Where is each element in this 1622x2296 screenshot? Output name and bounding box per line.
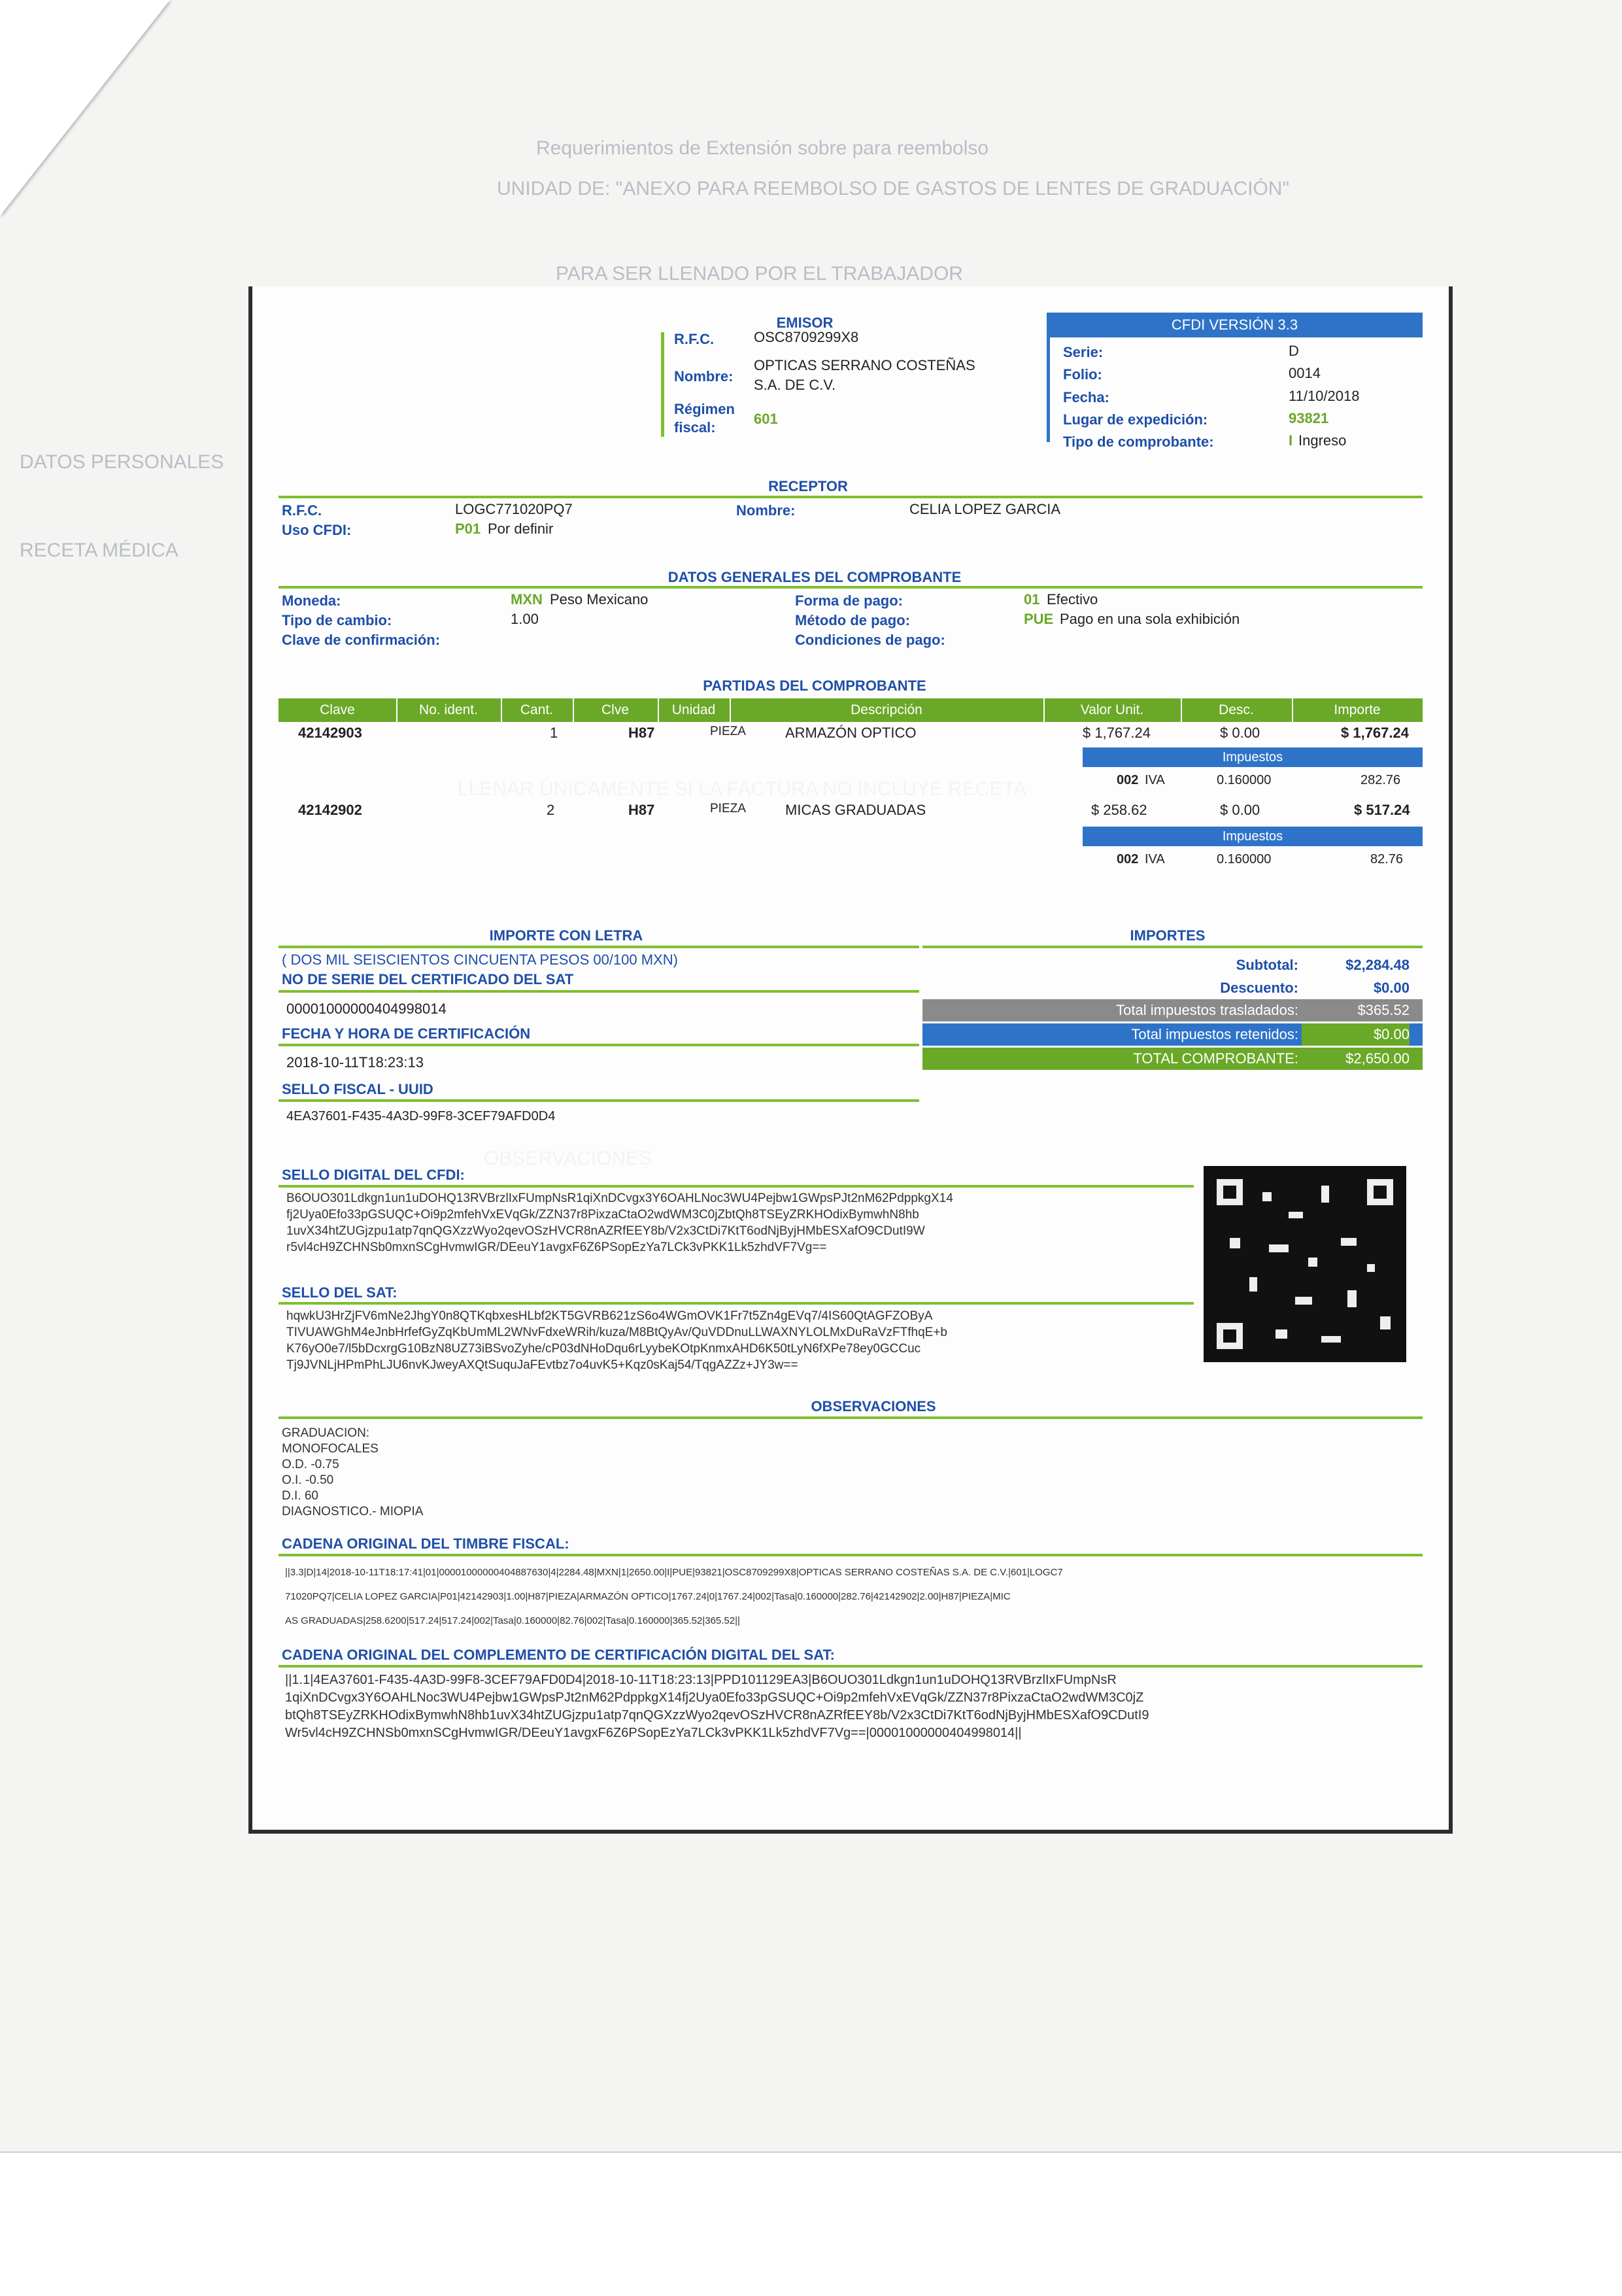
observaciones-title: OBSERVACIONES bbox=[811, 1398, 936, 1414]
cadena-timbre-line: AS GRADUADAS|258.6200|517.24|517.24|002|Tasa|0.160000|82.76|002|Tasa|0.160000|365.52|365.52|| bbox=[285, 1615, 740, 1626]
cadena-sat-block bbox=[285, 1671, 1419, 1742]
cadena-timbre-rule bbox=[279, 1554, 1423, 1556]
th-cant: Cant. bbox=[501, 698, 574, 722]
emisor-regimen-label: Régimen bbox=[674, 401, 735, 417]
cfdi-accent bbox=[1047, 337, 1050, 442]
cfdi-version-bar: CFDI VERSIÓN 3.3 bbox=[1047, 313, 1423, 337]
cadena-timbre-title: CADENA ORIGINAL DEL TIMBRE FISCAL: bbox=[282, 1535, 569, 1552]
datos-generales-title: DATOS GENERALES DEL COMPROBANTE bbox=[667, 569, 962, 585]
moneda-value: Peso Mexicano bbox=[550, 591, 649, 608]
emisor-accent bbox=[661, 332, 664, 437]
receptor-rule bbox=[279, 496, 1423, 498]
th-desc: Desc. bbox=[1181, 698, 1293, 722]
partidas-header-row bbox=[279, 698, 1423, 722]
item-valor-unit: $ 258.62 bbox=[1091, 802, 1147, 818]
sello-sat-line: hqwkU3HrZjFV6mNe2JhgY0n8QTKqbxesHLbf2KT5GVRB621zS6o4WGmOVK1Fr7t5Zn4gEVq7/4IS60QtAGFZOByA bbox=[286, 1309, 933, 1323]
receptor-rfc-label: R.F.C. bbox=[282, 502, 322, 519]
sello-sat-line: TIVUAWGhM4eJnbHrfefGyZqKbUmML2WNvFdxeWRih/kuza/M8BtQyAv/QuVDDnuLLWAXNYLOLMxDuRaVzFTfhqE+b bbox=[286, 1326, 947, 1339]
sello-cfdi-line: 1uvX34htZUGjzpu1atp7qnQGXzzWyo2qevOSzHVCR8nAZRfEEY8b/V2x3CtDi7KtT6odNjByjHMbESXafO9CDutI9W bbox=[286, 1224, 925, 1238]
lugar-value: 93821 bbox=[1289, 410, 1329, 426]
retenidos-label: Total impuestos retenidos: bbox=[1131, 1026, 1298, 1042]
certificado-value: 00001000000404998014 bbox=[286, 1001, 447, 1017]
th-clave: Clave bbox=[279, 698, 397, 722]
metodo-pago-code: PUE bbox=[1024, 611, 1054, 627]
observaciones-rule bbox=[279, 1416, 1423, 1419]
emisor-regimen-label-2: fiscal: bbox=[674, 419, 716, 436]
receptor-title: RECEPTOR bbox=[768, 478, 848, 494]
cadena-timbre-line: ||3.3|D|14|2018-10-11T18:17:41|01|00001000000404887630|4|2284.48|MXN|1|2650.00|I|PUE|93821|OSC8709299X8|OPTICAS SERRANO COSTEÑAS S.A. DE C.V.|601|LOGC7 bbox=[285, 1567, 1063, 1578]
item-unidad: PIEZA bbox=[710, 802, 746, 815]
certificacion-title: FECHA Y HORA DE CERTIFICACIÓN bbox=[282, 1025, 531, 1042]
observacion-line: O.I. -0.50 bbox=[282, 1473, 334, 1487]
forma-pago-code: 01 bbox=[1024, 591, 1040, 608]
item-unidad: PIEZA bbox=[710, 725, 746, 738]
sello-sat-title: SELLO DEL SAT: bbox=[282, 1284, 397, 1301]
certificado-rule bbox=[279, 990, 919, 993]
ghost-text-1: Requerimientos de Extensión sobre para reembolso bbox=[536, 137, 989, 159]
observacion-line: O.D. -0.75 bbox=[282, 1458, 339, 1471]
folio-value: 0014 bbox=[1289, 365, 1321, 381]
item-descripcion: MICAS GRADUADAS bbox=[785, 802, 926, 818]
trasladados-bar bbox=[922, 999, 1423, 1021]
observacion-line: GRADUACION: bbox=[282, 1426, 370, 1440]
cadena-sat-line: Wr5vl4cH9ZCHNSb0mxnSCgHvmwIGR/DEeuY1avgxF6Z6PSopEzYa7LCk3vPKK1Lk5zhdVF7Vg==|00001000000404998014|| bbox=[285, 1726, 1022, 1740]
descuento-value: $0.00 bbox=[1373, 980, 1410, 996]
cadena-sat-line: btQh8TSEyZRKHOdixBymwhN8hb1uvX34htZUGjzpu1atp7qnQGXzzWyo2qevOSzHVCR8nAZRfEEY8b/V2x3CtDi7KtT6odNjByjHMbESXafO9CDutI9 bbox=[285, 1708, 1149, 1722]
datos-generales-rule bbox=[279, 586, 1423, 589]
sello-cfdi-line: r5vl4cH9ZCHNSb0mxnSCgHvmwIGR/DEeuY1avgxF6Z6PSopEzYa7LCk3vPKK1Lk5zhdVF7Vg== bbox=[286, 1241, 827, 1254]
lugar-label: Lugar de expedición: bbox=[1063, 411, 1208, 428]
item-cant: 2 bbox=[547, 802, 555, 818]
th-descripcion: Descripción bbox=[730, 698, 1045, 722]
emisor-nombre-2: S.A. DE C.V. bbox=[754, 377, 836, 393]
sello-cfdi-line: fj2Uya0Efo33pGSUQC+Oi9p2mfehVxEVqGk/ZZN37r8PixzaCtaO2wdWM3C0jZbtQh8TSEyZRKHOdixBymwhN8hb bbox=[286, 1208, 919, 1222]
cadena-sat-line: 1qiXnDCvgx3Y6OAHLNoc3WU4Pejbw1GWpsPJt2nM62PdppkgX14fj2Uya0Efo33pGSUQC+Oi9p2mfehVxEVqGk/ZZN37r8PixzaCtaO2wdWM3C0jZ bbox=[285, 1690, 1144, 1705]
emisor-rfc: OSC8709299X8 bbox=[754, 329, 859, 345]
item-importe: $ 1,767.24 bbox=[1341, 725, 1409, 741]
ghost-text-3: PARA SER LLENADO POR EL TRABAJADOR bbox=[556, 263, 963, 284]
uuid-rule bbox=[279, 1099, 919, 1102]
retenidos-bar bbox=[922, 1023, 1423, 1046]
uuid-value: 4EA37601-F435-4A3D-99F8-3CEF79AFD0D4 bbox=[286, 1109, 556, 1123]
folded-corner bbox=[0, 0, 170, 216]
th-unidad: Unidad bbox=[658, 698, 731, 722]
fecha-value: 11/10/2018 bbox=[1289, 388, 1360, 404]
emisor-title: EMISOR bbox=[776, 315, 834, 331]
uso-cfdi-value: Por definir bbox=[488, 521, 554, 537]
total-bar bbox=[922, 1048, 1423, 1070]
cadena-timbre-block bbox=[285, 1560, 1419, 1633]
receptor-rfc: LOGC771020PQ7 bbox=[455, 501, 573, 517]
item-valor-unit: $ 1,767.24 bbox=[1083, 725, 1151, 741]
sello-sat-line: Tj9JVNLjHPmPhLJU6nvKJweyAXQtSuquJaFEvtbz7o4uvK5+Kqz0sKaj54/TqgAZZz+JY3w== bbox=[286, 1358, 798, 1372]
clave-confirmacion-label: Clave de confirmación: bbox=[282, 632, 441, 648]
tax-code: 002 bbox=[1117, 852, 1139, 866]
observacion-line: DIAGNOSTICO.- MIOPIA bbox=[282, 1505, 424, 1518]
item-importe: $ 517.24 bbox=[1354, 802, 1410, 818]
sello-sat-block bbox=[286, 1308, 1195, 1373]
th-clve: Clve bbox=[573, 698, 659, 722]
forma-pago-label: Forma de pago: bbox=[795, 592, 904, 609]
moneda-code: MXN bbox=[511, 591, 543, 608]
partidas-title: PARTIDAS DEL COMPROBANTE bbox=[703, 677, 926, 694]
total-label: TOTAL COMPROBANTE: bbox=[1133, 1050, 1298, 1067]
tipo-code: I bbox=[1289, 432, 1293, 449]
certificacion-value: 2018-10-11T18:23:13 bbox=[286, 1054, 424, 1071]
tax-rate: 0.160000 bbox=[1217, 773, 1272, 787]
subtotal-label: Subtotal: bbox=[1236, 957, 1298, 973]
serie-label: Serie: bbox=[1063, 344, 1104, 360]
tax-name: IVA bbox=[1145, 852, 1165, 866]
receptor-nombre-label: Nombre: bbox=[736, 502, 796, 519]
uso-cfdi-code: P01 bbox=[455, 521, 481, 537]
tax-code: 002 bbox=[1117, 773, 1139, 787]
qr-code bbox=[1204, 1166, 1406, 1362]
certificado-title: NO DE SERIE DEL CERTIFICADO DEL SAT bbox=[282, 971, 574, 987]
metodo-pago-value: Pago en una sola exhibición bbox=[1060, 611, 1240, 627]
total-value: $2,650.00 bbox=[1345, 1050, 1410, 1067]
trasladados-value: $365.52 bbox=[1357, 1002, 1410, 1018]
sello-cfdi-title: SELLO DIGITAL DEL CFDI: bbox=[282, 1167, 465, 1183]
th-no-ident: No. ident. bbox=[396, 698, 502, 722]
item-clave: 42142903 bbox=[298, 725, 362, 741]
sello-cfdi-line: B6OUO301Ldkgn1un1uDOHQ13RVBrzlIxFUmpNsR1qiXnDCvgx3Y6OAHLNoc3WU4Pejbw1GWpsPJt2nM62PdppkgX14 bbox=[286, 1191, 953, 1205]
importe-letra-title: IMPORTE CON LETRA bbox=[489, 927, 643, 944]
item-clve: H87 bbox=[628, 802, 655, 818]
ghost-text-2: UNIDAD DE: "ANEXO PARA REEMBOLSO DE GASTOS DE LENTES DE GRADUACIÓN" bbox=[497, 178, 1290, 199]
th-valor-unit: Valor Unit. bbox=[1043, 698, 1182, 722]
item-descripcion: ARMAZÓN OPTICO bbox=[785, 725, 917, 741]
observaciones-block bbox=[282, 1426, 423, 1520]
tax-rate: 0.160000 bbox=[1217, 852, 1272, 866]
emisor-nombre-label: Nombre: bbox=[674, 368, 734, 385]
emisor-rfc-label: R.F.C. bbox=[674, 331, 715, 347]
item-desc: $ 0.00 bbox=[1220, 802, 1260, 818]
importe-letra-text: ( DOS MIL SEISCIENTOS CINCUENTA PESOS 00/100 MXN) bbox=[282, 951, 678, 968]
tipo-label: Tipo de comprobante: bbox=[1063, 434, 1214, 450]
impuestos-bar: Impuestos bbox=[1083, 747, 1423, 767]
descuento-label: Descuento: bbox=[1220, 980, 1298, 996]
cadena-timbre-line: 71020PQ7|CELIA LOPEZ GARCIA|P01|42142903|1.00|H87|PIEZA|ARMAZÓN OPTICO|1767.24|0|1767.24|002|Tasa|0.160000|282.76|42142902|2.00|H87|PIEZA|MIC bbox=[285, 1591, 1011, 1602]
ghost-text-4: DATOS PERSONALES bbox=[20, 451, 224, 473]
observacion-line: D.I. 60 bbox=[282, 1489, 318, 1503]
moneda-label: Moneda: bbox=[282, 592, 341, 609]
retenidos-value: $0.00 bbox=[1302, 1023, 1410, 1046]
tax-amount: 282.76 bbox=[1360, 773, 1401, 787]
metodo-pago-label: Método de pago: bbox=[795, 612, 910, 628]
fecha-label: Fecha: bbox=[1063, 389, 1109, 405]
tipo-cambio-value: 1.00 bbox=[511, 611, 539, 627]
folio-label: Folio: bbox=[1063, 366, 1102, 383]
observacion-line: MONOFOCALES bbox=[282, 1442, 379, 1456]
importes-rule bbox=[922, 946, 1423, 948]
emisor-regimen: 601 bbox=[754, 411, 778, 427]
tipo-value: Ingreso bbox=[1298, 432, 1347, 449]
certificacion-rule bbox=[279, 1044, 919, 1046]
item-desc: $ 0.00 bbox=[1220, 725, 1260, 741]
importes-title: IMPORTES bbox=[1130, 927, 1206, 944]
invoice-page bbox=[248, 286, 1453, 1834]
sello-sat-rule bbox=[279, 1302, 1194, 1305]
sello-cfdi-block bbox=[286, 1190, 1195, 1256]
sello-cfdi-rule bbox=[279, 1185, 1194, 1188]
item-cant: 1 bbox=[550, 725, 558, 741]
tipo-cambio-label: Tipo de cambio: bbox=[282, 612, 392, 628]
scanner-bed bbox=[0, 2151, 1622, 2296]
cadena-sat-line: ||1.1|4EA37601-F435-4A3D-99F8-3CEF79AFD0D4|2018-10-11T18:23:13|PPD101129EA3|B6OUO301Ldkgn1un1uDOHQ13RVBrzlIxFUmpNsR bbox=[285, 1673, 1117, 1687]
tax-amount: 82.76 bbox=[1370, 852, 1404, 866]
item-clave: 42142902 bbox=[298, 802, 362, 818]
forma-pago-value: Efectivo bbox=[1047, 591, 1098, 608]
uso-cfdi-label: Uso CFDI: bbox=[282, 522, 352, 538]
impuestos-bar: Impuestos bbox=[1083, 827, 1423, 846]
serie-value: D bbox=[1289, 343, 1299, 359]
item-clve: H87 bbox=[628, 725, 655, 741]
receptor-nombre: CELIA LOPEZ GARCIA bbox=[909, 501, 1061, 517]
trasladados-label: Total impuestos trasladados: bbox=[1116, 1002, 1298, 1018]
cadena-sat-title: CADENA ORIGINAL DEL COMPLEMENTO DE CERTIFICACIÓN DIGITAL DEL SAT: bbox=[282, 1647, 835, 1663]
cadena-sat-rule bbox=[279, 1665, 1423, 1668]
emisor-nombre-1: OPTICAS SERRANO COSTEÑAS bbox=[754, 357, 975, 373]
condiciones-pago-label: Condiciones de pago: bbox=[795, 632, 945, 648]
subtotal-value: $2,284.48 bbox=[1345, 957, 1410, 973]
uuid-title: SELLO FISCAL - UUID bbox=[282, 1081, 433, 1097]
th-importe: Importe bbox=[1334, 702, 1381, 717]
sello-sat-line: K76yO0e7/l5bDcxrgG10BzN8UZ73iBSvoZyhe/cP03dNHoDqu6rLyybeKOtpKnmxAHD6K50tLyN6fXPe78ey0GCCuc bbox=[286, 1342, 921, 1356]
importe-letra-rule bbox=[279, 946, 919, 948]
ghost-text-5: RECETA MÉDICA bbox=[20, 540, 178, 561]
tax-name: IVA bbox=[1145, 773, 1165, 787]
